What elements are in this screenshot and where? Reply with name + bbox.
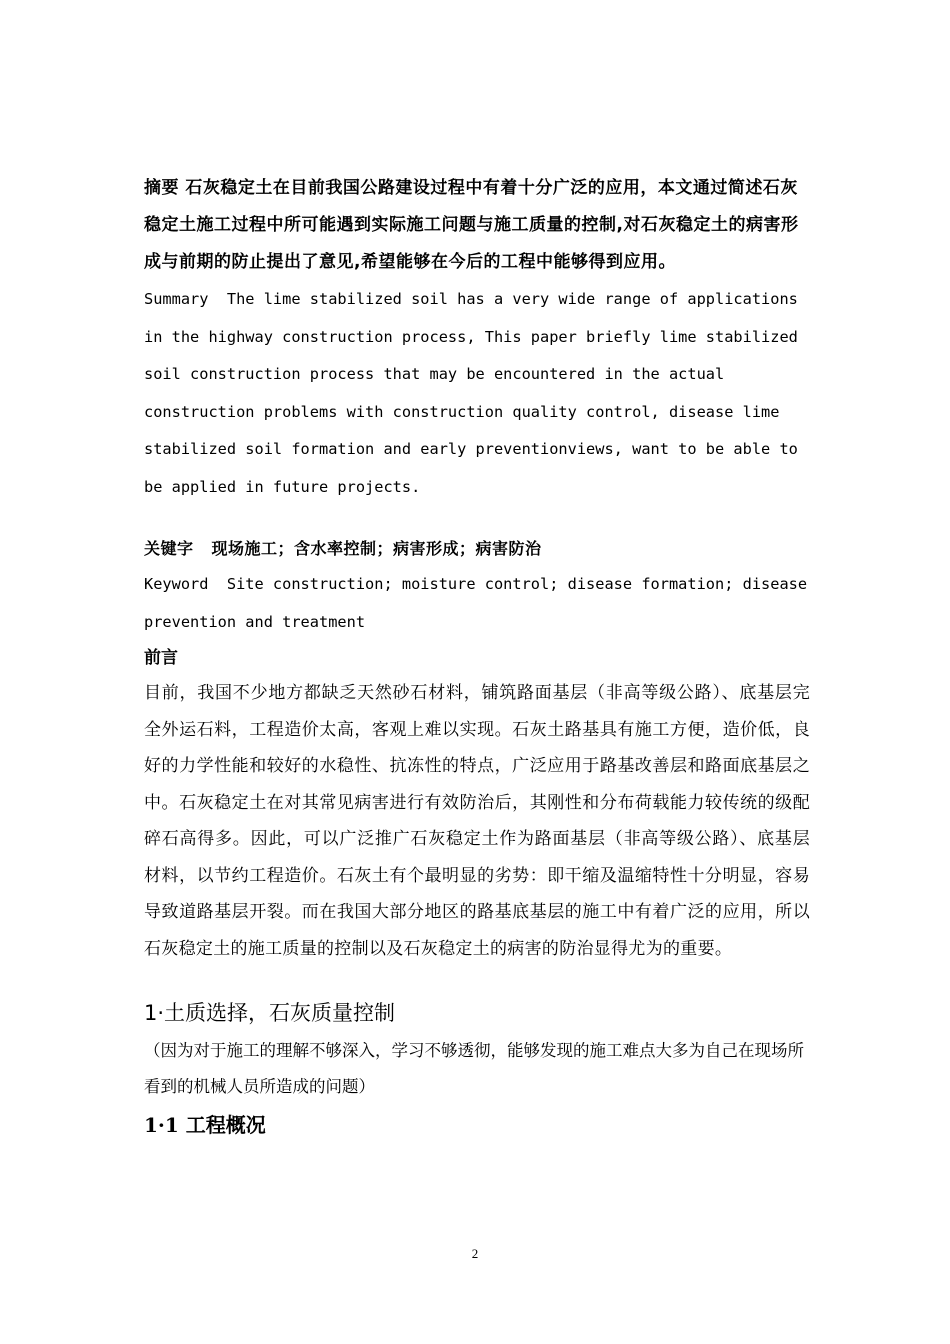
spacer xyxy=(144,506,810,532)
preface-body: 目前，我国不少地方都缺乏天然砂石材料，铺筑路面基层（非高等级公路）、底基层完全外运石料，工程造价太高，客观上难以实现。石灰土路基具有施工方便，造价低，良好的力学性能和较好的水稳性、抗冻性的特点，广泛应用于路基改善层和路面底基层之中。石灰稳定土在对其常见病害进行有效防治后，其刚性和分布荷载能力较传统的级配碎石高得多。因此，可以广泛推广石灰稳定土作为路面基层（非高等级公路）、底基层材料，以节约工程造价。石灰土有个最明显的劣势：即干缩及温缩特性十分明显，容易导致道路基层开裂。而在我国大部分地区的路基底基层的施工中有着广泛的应用，所以石灰稳定土的施工质量的控制以及石灰稳定土的病害的防治显得尤为的重要。 xyxy=(144,683,810,959)
abstract-chinese: 摘要 石灰稳定土在目前我国公路建设过程中有着十分广泛的应用，本文通过简述石灰稳定土施工过程中所可能遇到实际施工问题与施工质量的控制,对石灰稳定土的病害形成与前期的防止提出了意见,希望能够在今后的工程中能够得到应用。 xyxy=(144,178,799,272)
keywords-label: 关键字 xyxy=(144,539,194,558)
page-content xyxy=(144,170,817,1145)
preface-heading: 前言 xyxy=(144,648,178,668)
keywords-chinese xyxy=(144,532,810,566)
abstract-english: Summary The lime stabilized soil has a very wide range of applications in the highway construction process, This paper briefly lime stabilized soil construction process that may be encountered in the actual construction problems with construction quality control, disease lime stabilized soil formation and early preventionviews, want to be able to be applied in future projects. xyxy=(144,290,808,496)
section-1-1-heading: 1·1 工程概况 xyxy=(144,1113,266,1137)
keywords-english: Keyword Site construction; moisture control; disease formation; disease prevention and treatment xyxy=(144,575,817,631)
keywords-text: 现场施工；含水率控制；病害形成；病害防治 xyxy=(211,539,542,558)
section-1-note: （因为对于施工的理解不够深入，学习不够透彻，能够发现的施工难点大多为自己在现场所看到的机械人员所造成的问题） xyxy=(144,1041,804,1096)
section-1-heading: 1·土质选择，石灰质量控制 xyxy=(144,1001,396,1025)
page-number: 2 xyxy=(471,1246,479,1261)
